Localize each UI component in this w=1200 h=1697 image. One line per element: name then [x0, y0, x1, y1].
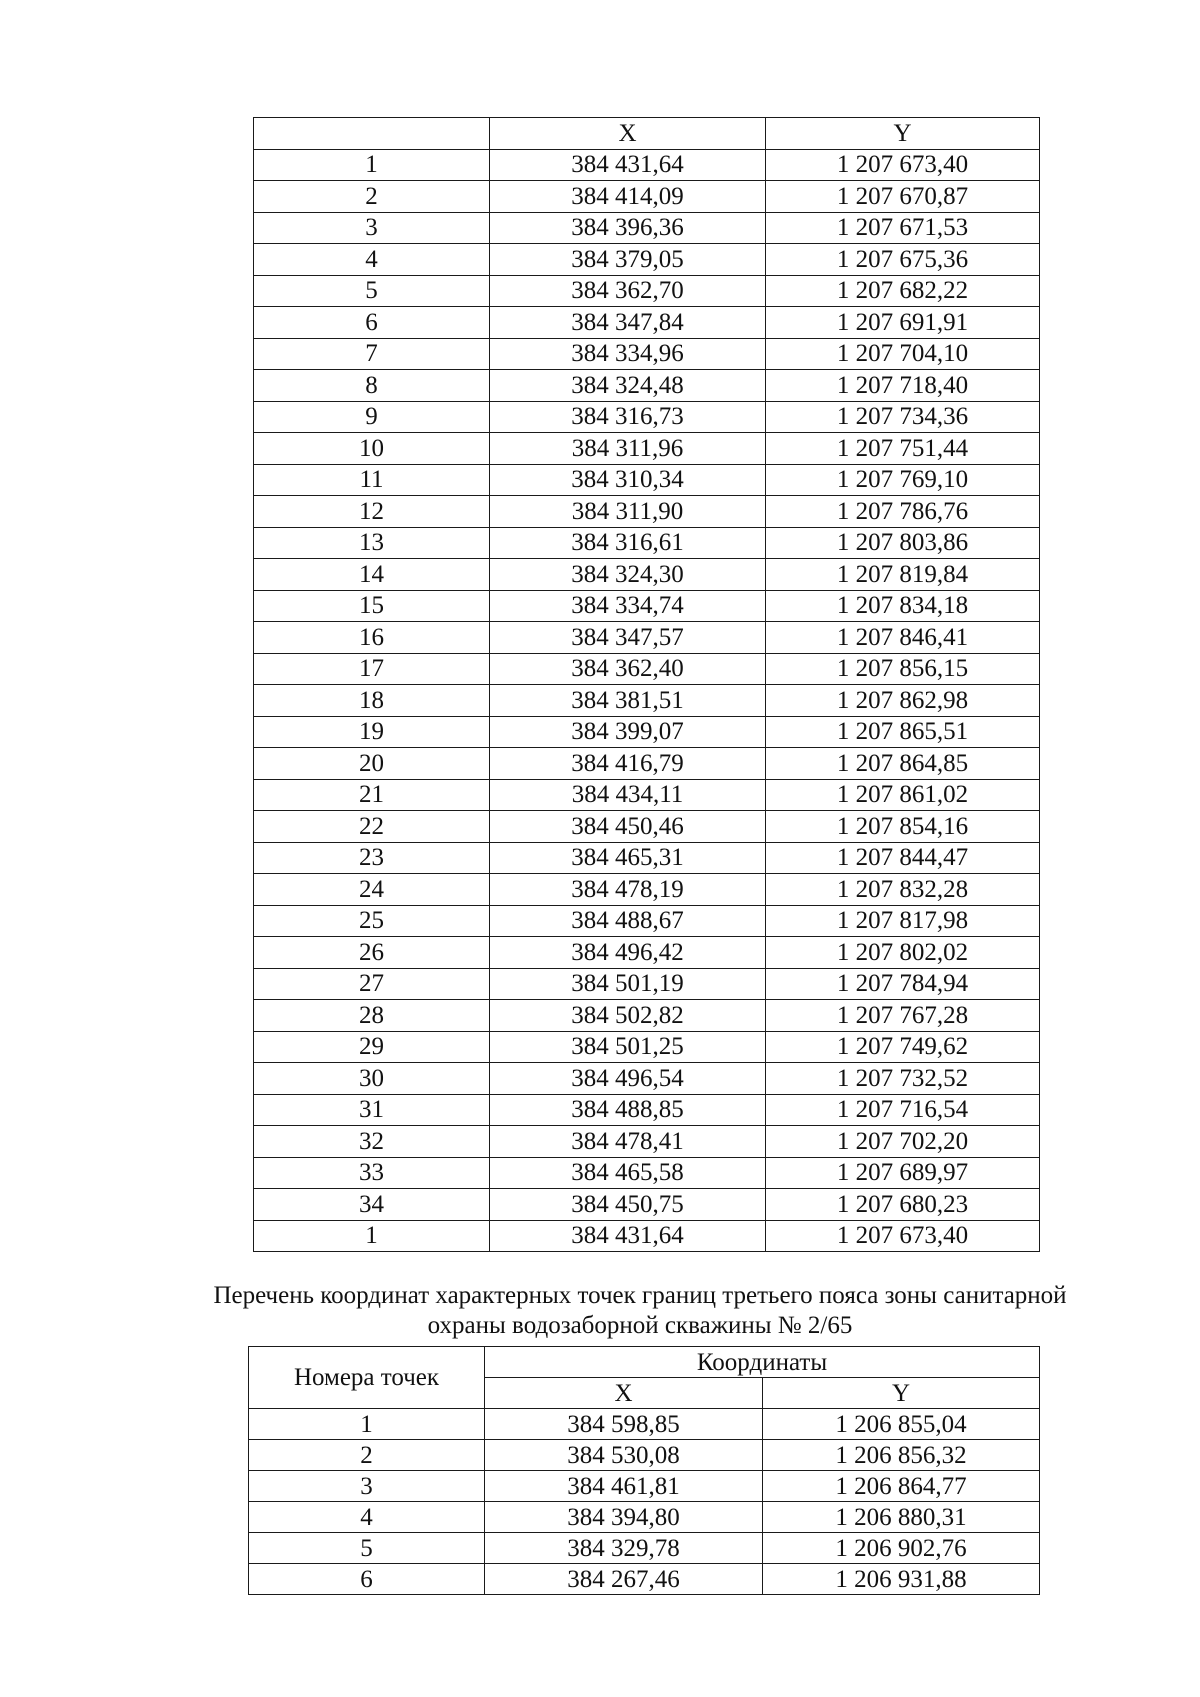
header-coordinates: Координаты — [485, 1347, 1040, 1378]
table-row — [254, 464, 1040, 496]
cell-y: 1 206 856,32 — [763, 1440, 1040, 1471]
cell-y: 1 207 856,15 — [766, 653, 1040, 685]
cell-y: 1 207 786,76 — [766, 496, 1040, 528]
cell-point-number: 11 — [254, 464, 490, 496]
cell-x: 384 362,40 — [490, 653, 766, 685]
table-row — [249, 1440, 1040, 1471]
table-row — [249, 1533, 1040, 1564]
cell-point-number: 4 — [254, 244, 490, 276]
cell-point-number: 6 — [254, 307, 490, 339]
cell-point-number: 8 — [254, 370, 490, 402]
cell-x: 384 501,19 — [490, 968, 766, 1000]
cell-y: 1 207 673,40 — [766, 1220, 1040, 1252]
cell-x: 384 502,82 — [490, 1000, 766, 1032]
cell-point-number: 6 — [249, 1564, 485, 1595]
cell-x: 384 416,79 — [490, 748, 766, 780]
cell-y: 1 207 803,86 — [766, 527, 1040, 559]
cell-point-number: 26 — [254, 937, 490, 969]
cell-point-number: 22 — [254, 811, 490, 843]
cell-y: 1 207 767,28 — [766, 1000, 1040, 1032]
cell-x: 384 496,42 — [490, 937, 766, 969]
cell-y: 1 207 844,47 — [766, 842, 1040, 874]
cell-y: 1 207 749,62 — [766, 1031, 1040, 1063]
cell-point-number: 9 — [254, 401, 490, 433]
cell-point-number: 21 — [254, 779, 490, 811]
cell-x: 384 394,80 — [485, 1502, 763, 1533]
table-row — [254, 905, 1040, 937]
table-row — [254, 590, 1040, 622]
cell-y: 1 207 718,40 — [766, 370, 1040, 402]
cell-x: 384 496,54 — [490, 1063, 766, 1095]
table-row — [254, 1220, 1040, 1252]
table-row — [254, 653, 1040, 685]
cell-point-number: 2 — [249, 1440, 485, 1471]
table-row — [254, 1094, 1040, 1126]
cell-x: 384 311,96 — [490, 433, 766, 465]
table-row — [249, 1502, 1040, 1533]
table-row — [254, 149, 1040, 181]
cell-y: 1 207 675,36 — [766, 244, 1040, 276]
cell-y: 1 207 864,85 — [766, 748, 1040, 780]
table-caption — [160, 1281, 1120, 1341]
cell-x: 384 488,67 — [490, 905, 766, 937]
cell-x: 384 267,46 — [485, 1564, 763, 1595]
cell-x: 384 316,73 — [490, 401, 766, 433]
cell-x: 384 465,58 — [490, 1157, 766, 1189]
cell-x: 384 381,51 — [490, 685, 766, 717]
cell-x: 384 347,84 — [490, 307, 766, 339]
header-point-number — [254, 118, 490, 150]
table-row — [254, 433, 1040, 465]
cell-y: 1 207 689,97 — [766, 1157, 1040, 1189]
table-row — [254, 338, 1040, 370]
coordinates-table-continued — [253, 117, 1040, 1252]
cell-point-number: 4 — [249, 1502, 485, 1533]
table-row — [249, 1471, 1040, 1502]
cell-point-number: 28 — [254, 1000, 490, 1032]
cell-point-number: 7 — [254, 338, 490, 370]
caption-line-1: Перечень координат характерных точек границ третьего пояса зоны санитарной — [213, 1282, 1067, 1309]
table-body — [254, 149, 1040, 1252]
cell-point-number: 17 — [254, 653, 490, 685]
cell-x: 384 334,74 — [490, 590, 766, 622]
cell-x: 384 324,30 — [490, 559, 766, 591]
cell-y: 1 207 702,20 — [766, 1126, 1040, 1158]
table-row — [249, 1409, 1040, 1440]
cell-point-number: 1 — [254, 149, 490, 181]
cell-point-number: 5 — [249, 1533, 485, 1564]
cell-x: 384 488,85 — [490, 1094, 766, 1126]
cell-x: 384 329,78 — [485, 1533, 763, 1564]
table-row — [254, 401, 1040, 433]
cell-point-number: 1 — [249, 1409, 485, 1440]
caption-line-2: охраны водозаборной скважины № 2/65 — [427, 1312, 853, 1339]
cell-x: 384 414,09 — [490, 181, 766, 213]
cell-y: 1 207 819,84 — [766, 559, 1040, 591]
header-y: Y — [766, 118, 1040, 150]
table-row — [254, 1157, 1040, 1189]
cell-point-number: 14 — [254, 559, 490, 591]
cell-point-number: 15 — [254, 590, 490, 622]
cell-point-number: 5 — [254, 275, 490, 307]
cell-x: 384 431,64 — [490, 1220, 766, 1252]
cell-y: 1 207 802,02 — [766, 937, 1040, 969]
cell-point-number: 16 — [254, 622, 490, 654]
table-row — [254, 307, 1040, 339]
cell-x: 384 465,31 — [490, 842, 766, 874]
table-row — [254, 685, 1040, 717]
table-row — [254, 1126, 1040, 1158]
cell-y: 1 207 671,53 — [766, 212, 1040, 244]
table-row — [254, 716, 1040, 748]
cell-point-number: 13 — [254, 527, 490, 559]
table-row — [254, 1189, 1040, 1221]
cell-x: 384 530,08 — [485, 1440, 763, 1471]
cell-x: 384 598,85 — [485, 1409, 763, 1440]
table-row — [254, 779, 1040, 811]
cell-y: 1 207 832,28 — [766, 874, 1040, 906]
header-y: Y — [763, 1378, 1040, 1409]
table-row — [254, 212, 1040, 244]
cell-point-number: 10 — [254, 433, 490, 465]
cell-y: 1 207 682,22 — [766, 275, 1040, 307]
header-x: X — [490, 118, 766, 150]
table-row — [254, 559, 1040, 591]
cell-x: 384 450,46 — [490, 811, 766, 843]
cell-y: 1 207 670,87 — [766, 181, 1040, 213]
coordinates-table-zone-3 — [248, 1346, 1040, 1595]
table-row — [254, 527, 1040, 559]
cell-x: 384 399,07 — [490, 716, 766, 748]
table-body — [249, 1409, 1040, 1595]
cell-y: 1 207 734,36 — [766, 401, 1040, 433]
cell-point-number: 23 — [254, 842, 490, 874]
table-row — [254, 244, 1040, 276]
table-row — [254, 370, 1040, 402]
cell-x: 384 362,70 — [490, 275, 766, 307]
cell-point-number: 32 — [254, 1126, 490, 1158]
cell-point-number: 18 — [254, 685, 490, 717]
cell-y: 1 207 751,44 — [766, 433, 1040, 465]
header-x: X — [485, 1378, 763, 1409]
cell-y: 1 207 854,16 — [766, 811, 1040, 843]
cell-y: 1 207 846,41 — [766, 622, 1040, 654]
cell-x: 384 396,36 — [490, 212, 766, 244]
cell-x: 384 379,05 — [490, 244, 766, 276]
table-row — [254, 1031, 1040, 1063]
cell-point-number: 25 — [254, 905, 490, 937]
cell-y: 1 207 716,54 — [766, 1094, 1040, 1126]
cell-x: 384 478,19 — [490, 874, 766, 906]
cell-y: 1 206 880,31 — [763, 1502, 1040, 1533]
cell-y: 1 207 732,52 — [766, 1063, 1040, 1095]
cell-point-number: 34 — [254, 1189, 490, 1221]
cell-x: 384 461,81 — [485, 1471, 763, 1502]
cell-point-number: 20 — [254, 748, 490, 780]
cell-x: 384 324,48 — [490, 370, 766, 402]
table-row — [254, 937, 1040, 969]
cell-point-number: 33 — [254, 1157, 490, 1189]
cell-y: 1 207 817,98 — [766, 905, 1040, 937]
cell-point-number: 29 — [254, 1031, 490, 1063]
table-row — [254, 622, 1040, 654]
cell-y: 1 207 691,91 — [766, 307, 1040, 339]
cell-y: 1 207 865,51 — [766, 716, 1040, 748]
cell-point-number: 31 — [254, 1094, 490, 1126]
cell-x: 384 450,75 — [490, 1189, 766, 1221]
cell-point-number: 2 — [254, 181, 490, 213]
cell-x: 384 316,61 — [490, 527, 766, 559]
cell-x: 384 311,90 — [490, 496, 766, 528]
table-row — [254, 496, 1040, 528]
cell-y: 1 207 680,23 — [766, 1189, 1040, 1221]
cell-point-number: 1 — [254, 1220, 490, 1252]
table-row — [249, 1564, 1040, 1595]
table-row — [254, 874, 1040, 906]
cell-y: 1 206 931,88 — [763, 1564, 1040, 1595]
cell-x: 384 434,11 — [490, 779, 766, 811]
header-point-numbers: Номера точек — [249, 1347, 485, 1409]
cell-y: 1 207 862,98 — [766, 685, 1040, 717]
cell-point-number: 19 — [254, 716, 490, 748]
cell-point-number: 30 — [254, 1063, 490, 1095]
cell-y: 1 207 784,94 — [766, 968, 1040, 1000]
table-row — [254, 842, 1040, 874]
table-row — [254, 181, 1040, 213]
table-row — [254, 811, 1040, 843]
table-row — [254, 275, 1040, 307]
cell-y: 1 207 834,18 — [766, 590, 1040, 622]
table-header-row — [249, 1347, 1040, 1378]
table-header-row — [254, 118, 1040, 150]
table-row — [254, 1000, 1040, 1032]
cell-y: 1 207 673,40 — [766, 149, 1040, 181]
cell-x: 384 431,64 — [490, 149, 766, 181]
cell-point-number: 27 — [254, 968, 490, 1000]
cell-x: 384 334,96 — [490, 338, 766, 370]
table-row — [254, 1063, 1040, 1095]
cell-y: 1 207 704,10 — [766, 338, 1040, 370]
cell-x: 384 478,41 — [490, 1126, 766, 1158]
table-row — [254, 748, 1040, 780]
cell-point-number: 3 — [249, 1471, 485, 1502]
cell-y: 1 206 864,77 — [763, 1471, 1040, 1502]
cell-x: 384 310,34 — [490, 464, 766, 496]
cell-point-number: 3 — [254, 212, 490, 244]
cell-y: 1 207 769,10 — [766, 464, 1040, 496]
cell-x: 384 501,25 — [490, 1031, 766, 1063]
cell-y: 1 206 855,04 — [763, 1409, 1040, 1440]
cell-point-number: 24 — [254, 874, 490, 906]
cell-point-number: 12 — [254, 496, 490, 528]
cell-x: 384 347,57 — [490, 622, 766, 654]
table-row — [254, 968, 1040, 1000]
cell-y: 1 207 861,02 — [766, 779, 1040, 811]
cell-y: 1 206 902,76 — [763, 1533, 1040, 1564]
